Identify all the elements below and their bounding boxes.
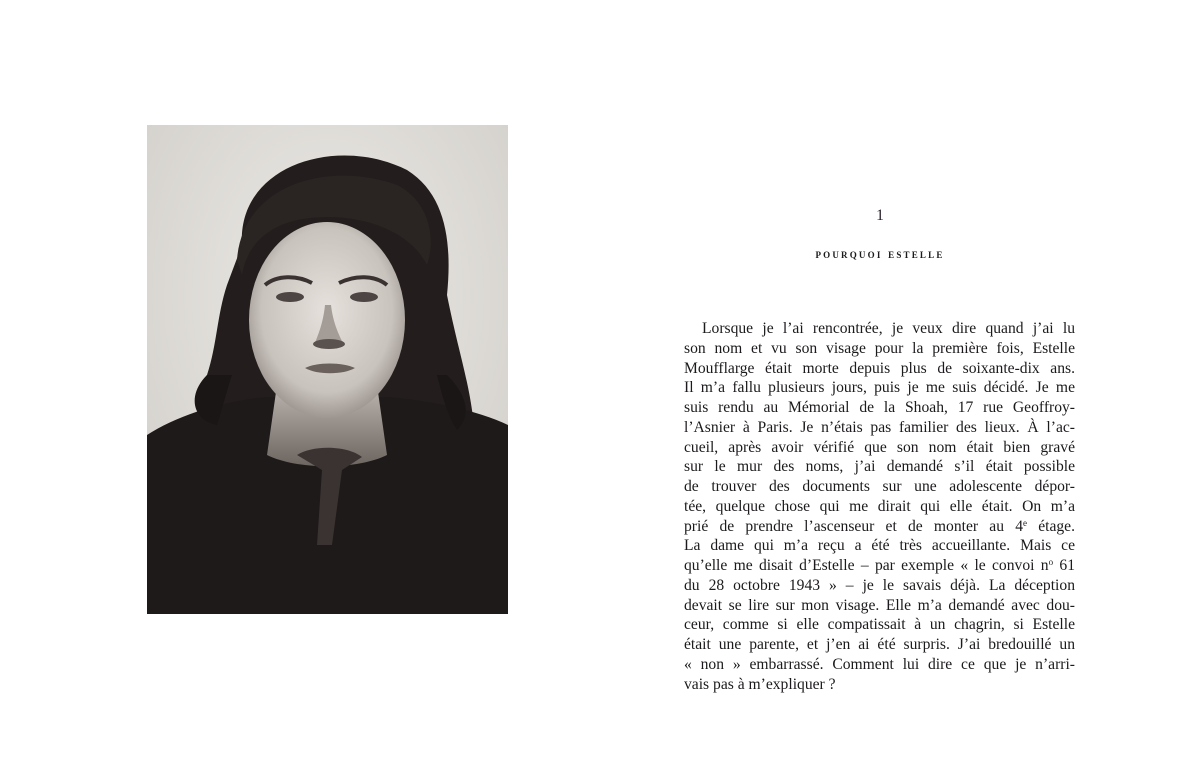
superscript: o xyxy=(1048,557,1054,567)
text-fragment: prié de prendre l’ascenseur et de monter au 4 xyxy=(684,517,1023,535)
chapter-title: pourquoi estelle xyxy=(815,246,945,261)
chapter-paragraph xyxy=(684,319,1075,694)
text-line: du 28 octobre 1943 » – je le savais déjà. La déception xyxy=(684,576,1075,594)
text-line: Moufflarge était morte depuis plus de soixante-dix ans. xyxy=(684,359,1075,377)
text-line: La dame qui m’a reçu a été très accueillante. Mais ce xyxy=(684,537,1075,555)
text-line: était une parente, et j’en ai été surpris. J’ai bredouillé un xyxy=(684,636,1075,653)
right-page xyxy=(600,0,1200,757)
text-line: sur le mur des noms, j’ai demandé s’il était possible xyxy=(684,458,1075,476)
text-line: devait se lire sur mon visage. Elle m’a demandé avec dou- xyxy=(684,596,1075,614)
text-line-with-superscript xyxy=(684,556,1075,576)
text-line: tée, quelque chose qui me dirait qui elle était. On m’a xyxy=(684,497,1075,515)
portrait-photo-image xyxy=(147,125,508,614)
text-line: cueil, après avoir vérifié que son nom était bien gravé xyxy=(684,438,1075,456)
text-line-with-superscript xyxy=(684,517,1075,537)
text-line: l’Asnier à Paris. Je n’étais pas familier des lieux. À l’ac- xyxy=(684,418,1075,436)
text-line: Lorsque je l’ai rencontrée, je veux dire quand j’ai lu xyxy=(702,320,1075,337)
text-line: ceur, comme si elle compatissait à un chagrin, si Estelle xyxy=(684,616,1075,634)
text-line: vais pas à m’expliquer ? xyxy=(684,675,836,693)
text-line: son nom et vu son visage pour la première fois, Estelle xyxy=(684,339,1075,357)
text-line: Il m’a fallu plusieurs jours, puis je me suis décidé. Je me xyxy=(684,379,1075,397)
text-line: de trouver des documents sur une adolescente dépor- xyxy=(684,478,1075,495)
text-fragment: qu’elle me disait d’Estelle – par exemple « le convoi n xyxy=(684,557,1049,574)
text-fragment: 61 xyxy=(1053,557,1075,574)
text-fragment: étage. xyxy=(1027,517,1075,535)
text-line: suis rendu au Mémorial de la Shoah, 17 rue Geoffroy- xyxy=(684,399,1075,416)
superscript: e xyxy=(1023,517,1027,528)
portrait-photo xyxy=(147,125,508,614)
text-line: « non » embarrassé. Comment lui dire ce que je n’arri- xyxy=(684,655,1075,673)
chapter-number: 1 xyxy=(876,207,884,224)
